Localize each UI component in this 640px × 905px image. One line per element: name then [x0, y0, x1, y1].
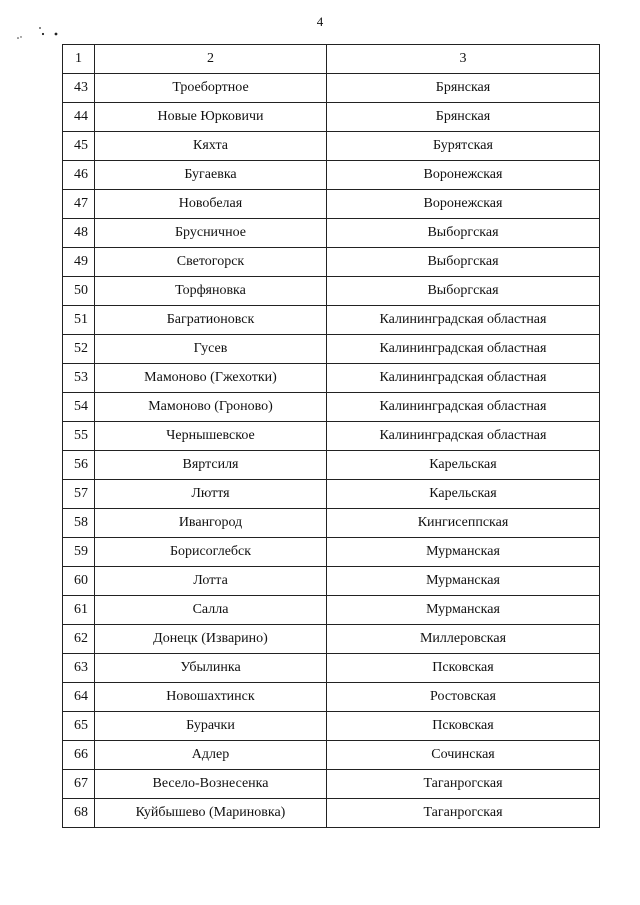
table-row: [63, 190, 600, 219]
region-cell: Мурманская: [327, 596, 600, 625]
table-row: [63, 161, 600, 190]
checkpoint-name-cell: Новобелая: [95, 190, 327, 219]
table-row: [63, 306, 600, 335]
row-number-cell: 51: [63, 306, 95, 335]
row-number-cell: 54: [63, 393, 95, 422]
region-cell: Сочинская: [327, 741, 600, 770]
region-cell: Миллеровская: [327, 625, 600, 654]
checkpoint-name-cell: Брусничное: [95, 219, 327, 248]
table-row: [63, 770, 600, 799]
checkpoint-name-cell: Гусев: [95, 335, 327, 364]
checkpoint-name-cell: Мамоново (Гжехотки): [95, 364, 327, 393]
row-number-cell: 64: [63, 683, 95, 712]
row-number-cell: 59: [63, 538, 95, 567]
table-row: [63, 422, 600, 451]
row-number-cell: 67: [63, 770, 95, 799]
checkpoint-name-cell: Борисоглебск: [95, 538, 327, 567]
row-number-cell: 43: [63, 74, 95, 103]
region-cell: Калининградская областная: [327, 393, 600, 422]
row-number-cell: 63: [63, 654, 95, 683]
checkpoint-name-cell: Адлер: [95, 741, 327, 770]
region-cell: Ростовская: [327, 683, 600, 712]
checkpoint-name-cell: Багратионовск: [95, 306, 327, 335]
region-cell: Карельская: [327, 480, 600, 509]
row-number-cell: 52: [63, 335, 95, 364]
checkpoint-name-cell: Бурачки: [95, 712, 327, 741]
row-number-cell: 46: [63, 161, 95, 190]
row-number-cell: 58: [63, 509, 95, 538]
region-cell: Выборгская: [327, 219, 600, 248]
table-header-row: [63, 45, 600, 74]
table-body: [63, 45, 600, 828]
table-row: [63, 74, 600, 103]
data-table: [62, 44, 600, 828]
region-cell: Калининградская областная: [327, 306, 600, 335]
checkpoint-name-cell: Ивангород: [95, 509, 327, 538]
table-row: [63, 103, 600, 132]
table-row: [63, 480, 600, 509]
checkpoint-name-cell: Кяхта: [95, 132, 327, 161]
checkpoint-name-cell: Салла: [95, 596, 327, 625]
row-number-cell: 50: [63, 277, 95, 306]
table-row: [63, 393, 600, 422]
row-number-cell: 55: [63, 422, 95, 451]
table-row: [63, 364, 600, 393]
table-row: [63, 509, 600, 538]
region-cell: Псковская: [327, 712, 600, 741]
checkpoint-name-cell: Новые Юрковичи: [95, 103, 327, 132]
region-cell: Воронежская: [327, 190, 600, 219]
checkpoint-name-cell: Люття: [95, 480, 327, 509]
checkpoint-name-cell: Весело-Вознесенка: [95, 770, 327, 799]
region-cell: Таганрогская: [327, 770, 600, 799]
checkpoint-name-cell: Мамоново (Гроново): [95, 393, 327, 422]
table-row: [63, 625, 600, 654]
row-number-cell: 61: [63, 596, 95, 625]
row-number-cell: 53: [63, 364, 95, 393]
row-number-cell: 45: [63, 132, 95, 161]
region-cell: Калининградская областная: [327, 364, 600, 393]
row-number-cell: 65: [63, 712, 95, 741]
row-number-cell: 57: [63, 480, 95, 509]
region-cell: Воронежская: [327, 161, 600, 190]
table-row: [63, 683, 600, 712]
checkpoint-name-cell: Убылинка: [95, 654, 327, 683]
table-row: [63, 335, 600, 364]
region-cell: Брянская: [327, 74, 600, 103]
table-row: [63, 277, 600, 306]
region-cell: Мурманская: [327, 538, 600, 567]
table-row: [63, 451, 600, 480]
table-row: [63, 132, 600, 161]
table-row: [63, 654, 600, 683]
region-cell: Кингисеппская: [327, 509, 600, 538]
table-row: [63, 248, 600, 277]
row-number-cell: 68: [63, 799, 95, 828]
header-col-2: 2: [95, 45, 327, 74]
region-cell: Таганрогская: [327, 799, 600, 828]
table-row: [63, 799, 600, 828]
region-cell: Бурятская: [327, 132, 600, 161]
row-number-cell: 66: [63, 741, 95, 770]
region-cell: Мурманская: [327, 567, 600, 596]
table-row: [63, 712, 600, 741]
checkpoint-name-cell: Светогорск: [95, 248, 327, 277]
checkpoint-name-cell: Куйбышево (Мариновка): [95, 799, 327, 828]
header-col-1: 1: [63, 45, 95, 74]
checkpoint-name-cell: Донецк (Изварино): [95, 625, 327, 654]
region-cell: Выборгская: [327, 277, 600, 306]
row-number-cell: 47: [63, 190, 95, 219]
header-col-3: 3: [327, 45, 600, 74]
table-row: [63, 538, 600, 567]
checkpoint-name-cell: Лотта: [95, 567, 327, 596]
region-cell: Калининградская областная: [327, 422, 600, 451]
checkpoint-name-cell: Торфяновка: [95, 277, 327, 306]
table-row: [63, 567, 600, 596]
region-cell: Выборгская: [327, 248, 600, 277]
region-cell: Карельская: [327, 451, 600, 480]
checkpoint-name-cell: Чернышевское: [95, 422, 327, 451]
checkpoint-name-cell: Новошахтинск: [95, 683, 327, 712]
page-number: 4: [316, 14, 324, 29]
row-number-cell: 60: [63, 567, 95, 596]
table-row: [63, 741, 600, 770]
checkpoint-name-cell: Бугаевка: [95, 161, 327, 190]
table-row: [63, 219, 600, 248]
checkpoint-name-cell: Вяртсиля: [95, 451, 327, 480]
checkpoint-name-cell: Троебортное: [95, 74, 327, 103]
region-cell: Псковская: [327, 654, 600, 683]
row-number-cell: 49: [63, 248, 95, 277]
row-number-cell: 48: [63, 219, 95, 248]
region-cell: Калининградская областная: [327, 335, 600, 364]
row-number-cell: 44: [63, 103, 95, 132]
row-number-cell: 56: [63, 451, 95, 480]
table-row: [63, 596, 600, 625]
region-cell: Брянская: [327, 103, 600, 132]
row-number-cell: 62: [63, 625, 95, 654]
